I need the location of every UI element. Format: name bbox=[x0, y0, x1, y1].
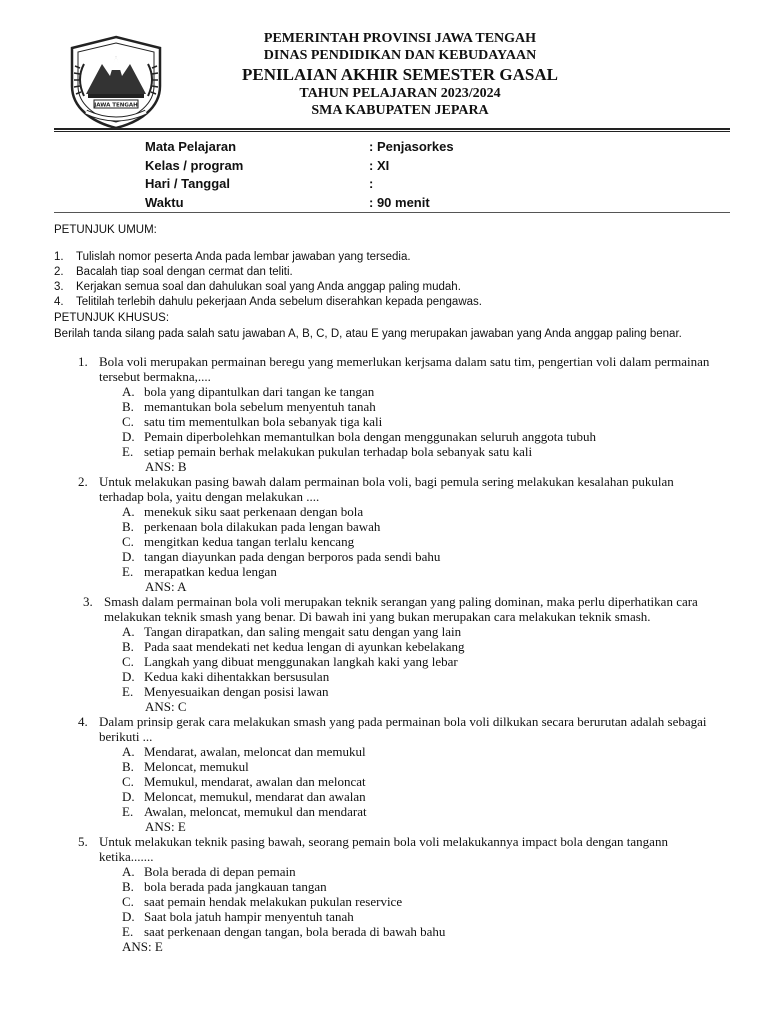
list-item: 1. Tulislah nomor peserta Anda pada lembar jawaban yang tersedia. bbox=[54, 251, 411, 263]
answer-key: ANS: A bbox=[145, 579, 187, 594]
question-1 bbox=[0, 354, 768, 474]
option-d: D. Meloncat, memukul, mendarat dan awalan bbox=[122, 789, 366, 804]
question-3 bbox=[0, 594, 768, 714]
list-item: 3. Kerjakan semua soal dan dahulukan soal yang Anda anggap paling mudah. bbox=[54, 281, 461, 293]
identity-label: Waktu bbox=[145, 194, 184, 210]
option-b: B. perkenaan bola dilakukan pada lengan bawah bbox=[122, 519, 381, 534]
question-number: 3. bbox=[83, 594, 93, 609]
option-e: E. saat perkenaan dengan tangan, bola berada di bawah bahu bbox=[122, 924, 446, 939]
identity-label: Hari / Tanggal bbox=[145, 176, 230, 191]
option-e: E. Awalan, meloncat, memukul dan mendarat bbox=[122, 804, 367, 819]
option-c: C. mengitkan kedua tangan terlalu kencang bbox=[122, 534, 355, 549]
special-instructions-text: Berilah tanda silang pada salah satu jawaban A, B, C, D, atau E yang merupakan jawaban yang Anda anggap paling benar. bbox=[54, 328, 682, 340]
question-list bbox=[0, 354, 768, 954]
identity-value: : Penjasorkes bbox=[369, 139, 454, 154]
list-item: 4. Telitilah terlebih dahulu pekerjaan Anda sebelum diserahkan kepada pengawas. bbox=[54, 296, 482, 308]
question-number: 5. bbox=[78, 834, 88, 849]
option-a: A. Tangan dirapatkan, dan saling mengait satu dengan yang lain bbox=[122, 624, 462, 639]
option-c: C. Langkah yang dibuat menggunakan langkah kaki yang lebar bbox=[122, 654, 458, 669]
question-stem: Dalam prinsip gerak cara melakukan smash yang pada permainan bola voli dilkukan secara berurutan adalah sebagai berikuti ... bbox=[99, 714, 707, 744]
general-instructions-list bbox=[54, 251, 754, 311]
question-stem: Untuk melakukan teknik pasing bawah, seorang pemain bola voli melakukannya impact bola dengan tangann ketika....... bbox=[99, 834, 668, 864]
list-item: 2. Bacalah tiap soal dengan cermat dan teliti. bbox=[54, 266, 293, 278]
question-stem: Untuk melakukan pasing bawah dalam permainan bola voli, bagi pemula sering melakukan kesalahan pukulan terhadap bola, yaitu dengan melakukan .... bbox=[99, 474, 674, 504]
question-number: 4. bbox=[78, 714, 88, 729]
question-stem: Bola voli merupakan permainan beregu yang memerlukan kerjsama dalam satu tim, pengertian voli dalam permainan tersebut bermakna,.... bbox=[99, 354, 710, 384]
header-academic-year: TAHUN PELAJARAN 2023/2024 bbox=[299, 86, 501, 101]
option-c: C. Memukul, mendarat, awalan dan meloncat bbox=[122, 774, 366, 789]
jawa-tengah-emblem-icon bbox=[64, 34, 168, 130]
option-a: A. Mendarat, awalan, meloncat dan memukul bbox=[122, 744, 366, 759]
option-c: C. satu tim mementulkan bola sebanyak tiga kali bbox=[122, 414, 383, 429]
header-exam-title: PENILAIAN AKHIR SEMESTER GASAL bbox=[242, 65, 558, 84]
option-e: E. merapatkan kedua lengan bbox=[122, 564, 277, 579]
special-instructions-title: PETUNJUK KHUSUS: bbox=[54, 312, 170, 324]
option-b: B. bola berada pada jangkauan tangan bbox=[122, 879, 327, 894]
identity-row bbox=[145, 139, 565, 158]
question-number: 2. bbox=[78, 474, 88, 489]
answer-key: ANS: E bbox=[145, 819, 186, 834]
identity-value: : 90 menit bbox=[369, 194, 430, 210]
identity-label: Kelas / program bbox=[145, 157, 244, 173]
option-d: D. Saat bola jatuh hampir menyentuh tanah bbox=[122, 909, 354, 924]
option-b: B. Pada saat mendekati net kedua lengan di ayunkan kebelakang bbox=[122, 639, 465, 654]
header-government: PEMERINTAH PROVINSI JAWA TENGAH bbox=[263, 31, 537, 46]
option-b: B. memantukan bola sebelum menyentuh tanah bbox=[122, 399, 376, 414]
option-a: A. Bola berada di depan pemain bbox=[122, 864, 296, 879]
option-d: D. Pemain diperbolehkan memantulkan bola dengan menggunakan seluruh anggota tubuh bbox=[122, 429, 596, 444]
identity-value: : bbox=[369, 176, 374, 191]
header-agency: DINAS PENDIDIKAN DAN KEBUDAYAAN bbox=[263, 48, 537, 63]
question-2 bbox=[0, 474, 768, 594]
question-5 bbox=[0, 834, 768, 954]
option-a: A. menekuk siku saat perkenaan dengan bola bbox=[122, 504, 364, 519]
option-c: C. saat pemain hendak melakukan pukulan reservice bbox=[122, 894, 403, 909]
identity-label: Mata Pelajaran bbox=[145, 139, 237, 154]
header-divider-thin bbox=[54, 131, 730, 132]
identity-divider bbox=[54, 212, 730, 213]
option-b: B. Meloncat, memukul bbox=[122, 759, 249, 774]
question-number: 1. bbox=[78, 354, 88, 369]
header-school: SMA KABUPATEN JEPARA bbox=[311, 103, 489, 118]
option-d: D. Kedua kaki dihentakkan bersusulan bbox=[122, 669, 330, 684]
option-d: D. tangan diayunkan pada dengan berporos pada sendi bahu bbox=[122, 549, 441, 564]
svg-text:JAWA TENGAH: JAWA TENGAH bbox=[94, 102, 138, 109]
identity-value: : XI bbox=[369, 157, 390, 173]
identity-row bbox=[145, 176, 565, 195]
letterhead bbox=[170, 30, 630, 119]
exam-identity bbox=[145, 139, 565, 213]
answer-key: ANS: C bbox=[145, 699, 187, 714]
answer-key: ANS: B bbox=[145, 459, 187, 474]
question-stem: Smash dalam permainan bola voli merupakan teknik serangan yang paling dominan, maka perlu diperhatikan cara melakukan teknik smash yang benar. Di bawah ini yang bukan merupakan cara melakukan teknik smash. bbox=[104, 594, 698, 624]
identity-row bbox=[145, 158, 565, 177]
option-e: E. Menyesuaikan dengan posisi lawan bbox=[122, 684, 329, 699]
question-4 bbox=[0, 714, 768, 834]
answer-key: ANS: E bbox=[122, 939, 163, 954]
option-e: E. setiap pemain berhak melakukan pukulan terhadap bola sebanyak satu kali bbox=[122, 444, 533, 459]
header-divider bbox=[54, 128, 730, 130]
general-instructions-title: PETUNJUK UMUM: bbox=[54, 224, 157, 236]
identity-row bbox=[145, 195, 565, 214]
option-a: A. bola yang dipantulkan dari tangan ke tangan bbox=[122, 384, 375, 399]
